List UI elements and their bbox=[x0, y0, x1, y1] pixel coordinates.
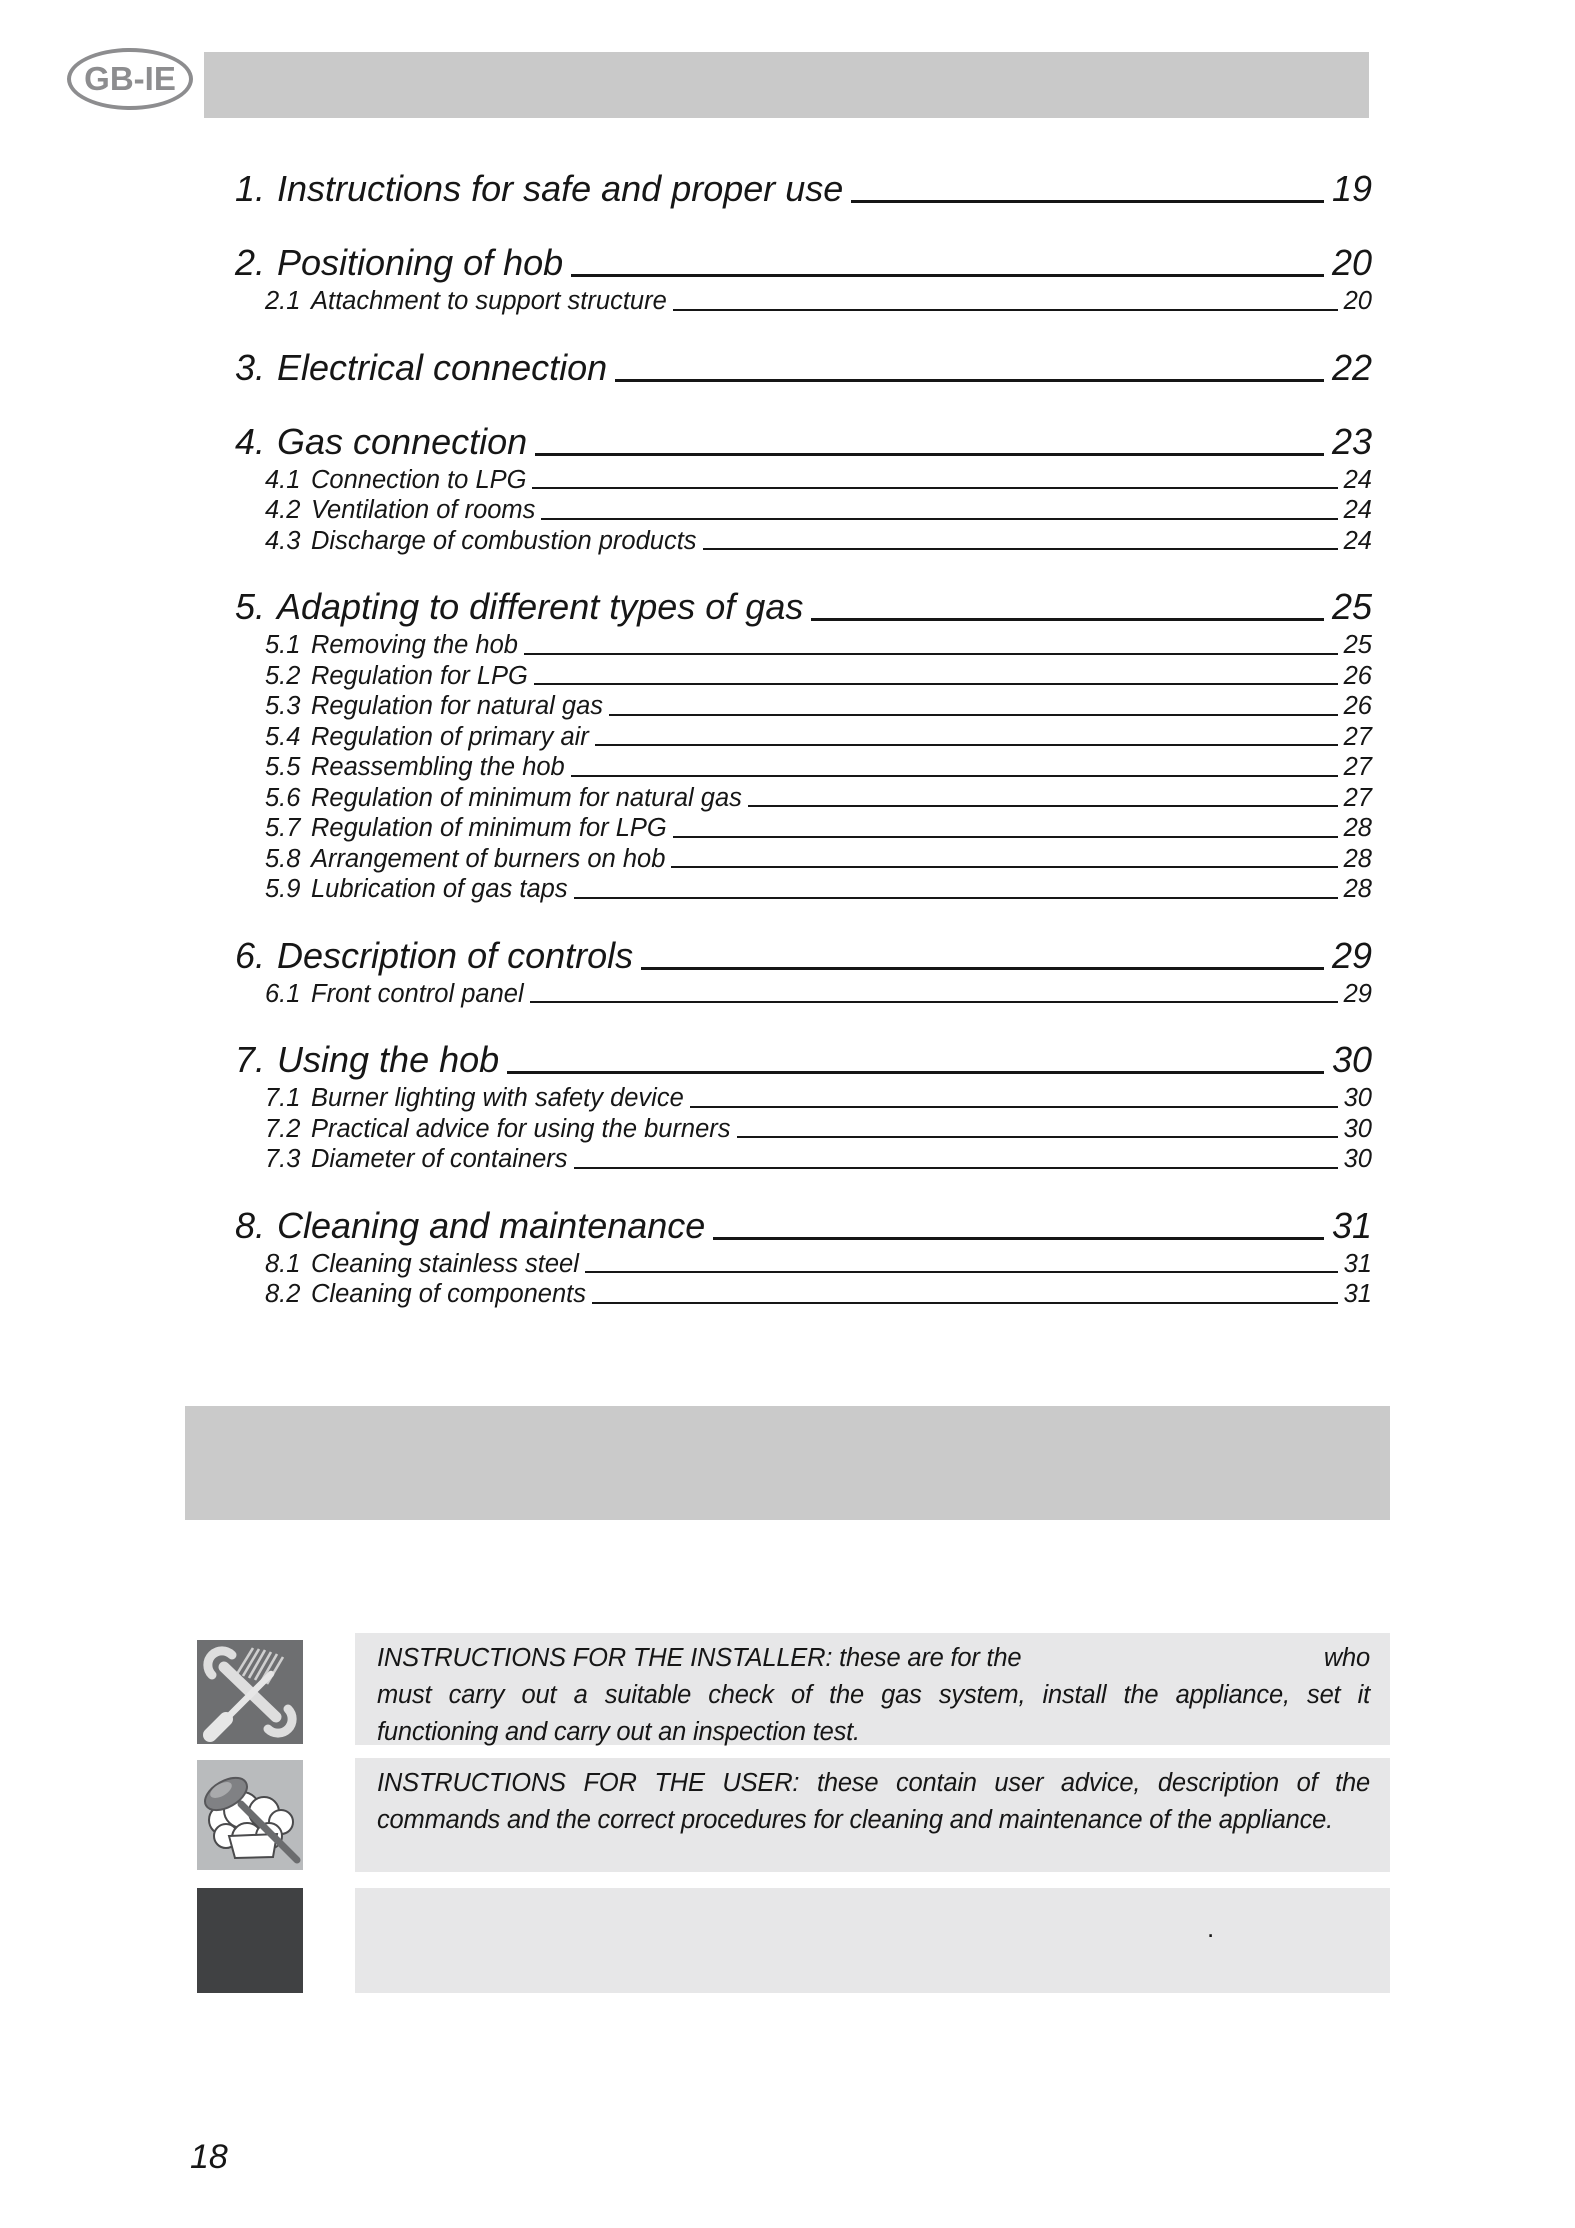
toc-leader-line bbox=[524, 653, 1338, 655]
toc-item-number: 5.9 bbox=[265, 875, 301, 903]
toc-main-item bbox=[235, 240, 1372, 286]
toc-page-number: 28 bbox=[1343, 814, 1372, 842]
table-of-contents bbox=[235, 166, 1372, 1310]
toc-item-title: Instructions for safe and proper use bbox=[277, 168, 844, 209]
toc-sub-item bbox=[235, 691, 1372, 722]
toc-page-number: 27 bbox=[1343, 783, 1372, 812]
toc-item-number: 7. bbox=[235, 1039, 266, 1080]
toc-item-title: Regulation of minimum for natural gas bbox=[311, 783, 742, 812]
toc-leader-line bbox=[530, 1001, 1338, 1003]
toc-sub-item bbox=[235, 874, 1372, 905]
toc-leader-line bbox=[748, 805, 1338, 807]
toc-item-number: 2. bbox=[235, 242, 266, 283]
toc-leader-line bbox=[507, 1071, 1324, 1074]
page-number: 18 bbox=[190, 2138, 228, 2176]
toc-sub-item bbox=[235, 495, 1372, 526]
toc-page-number: 30 bbox=[1343, 1145, 1372, 1173]
header-gray-bar bbox=[204, 52, 1369, 118]
toc-item-number: 5.2 bbox=[265, 661, 301, 690]
toc-item-number: 3. bbox=[235, 346, 266, 388]
toc-leader-line bbox=[713, 1237, 1324, 1240]
installer-note-line3: functioning and carry out an inspection test. bbox=[377, 1718, 860, 1746]
toc-page-number: 31 bbox=[1331, 1204, 1372, 1246]
toc-page-number: 24 bbox=[1343, 496, 1372, 524]
toc-main-item bbox=[235, 584, 1372, 630]
toc-item-number: 6.1 bbox=[265, 979, 301, 1008]
toc-leader-line bbox=[592, 1302, 1338, 1304]
toc-leader-line bbox=[574, 1167, 1338, 1169]
toc-item-title: Front control panel bbox=[311, 979, 524, 1008]
toc-leader-line bbox=[595, 744, 1338, 746]
toc-sub-item bbox=[235, 813, 1372, 844]
toc-leader-line bbox=[571, 274, 1324, 277]
toc-item-number: 5.3 bbox=[265, 692, 301, 720]
toc-page-number: 23 bbox=[1331, 420, 1372, 462]
toc-leader-line bbox=[541, 518, 1337, 520]
toc-item-title: Arrangement of burners on hob bbox=[311, 844, 666, 873]
country-code-badge bbox=[67, 48, 193, 110]
toc-item-number: 4. bbox=[235, 420, 266, 462]
toc-leader-line bbox=[690, 1106, 1338, 1108]
toc-item-title: Using the hob bbox=[277, 1039, 500, 1080]
toc-page-number: 30 bbox=[1343, 1084, 1372, 1112]
toc-item-number: 5. bbox=[235, 586, 266, 627]
toc-item-number: 5.8 bbox=[265, 844, 301, 873]
toc-leader-line bbox=[703, 548, 1338, 550]
toc-item-title: Gas connection bbox=[277, 420, 528, 462]
toc-item-number: 2.1 bbox=[265, 287, 301, 315]
toc-item-title: Cleaning of components bbox=[311, 1280, 587, 1308]
toc-item-number: 4.1 bbox=[265, 465, 301, 494]
toc-sub-item bbox=[235, 526, 1372, 557]
toc-leader-line bbox=[534, 683, 1338, 685]
toc-sub-item bbox=[235, 630, 1372, 661]
toc-sub-item bbox=[235, 979, 1372, 1010]
toc-item-title: Cleaning stainless steel bbox=[311, 1249, 579, 1278]
toc-item-title: Practical advice for using the burners bbox=[311, 1114, 731, 1143]
toc-item-number: 1. bbox=[235, 168, 266, 209]
toc-item-title: Regulation of minimum for LPG bbox=[311, 814, 667, 842]
installer-note-line2: must carry out a suitable check of the gas system, install the appliance, set it bbox=[377, 1681, 1370, 1709]
toc-leader-line bbox=[615, 379, 1324, 382]
toc-leader-line bbox=[737, 1136, 1338, 1138]
toc-leader-line bbox=[641, 967, 1324, 970]
toc-main-item bbox=[235, 1037, 1372, 1083]
toc-leader-line bbox=[671, 866, 1337, 868]
spoon-icon bbox=[197, 1760, 303, 1870]
toc-item-title: Regulation for natural gas bbox=[311, 692, 604, 720]
toc-item-title: Cleaning and maintenance bbox=[277, 1204, 706, 1246]
toc-item-title: Regulation for LPG bbox=[311, 661, 528, 690]
toc-item-title: Attachment to support structure bbox=[311, 287, 667, 315]
toc-sub-item bbox=[235, 722, 1372, 753]
section-divider-gray-band bbox=[185, 1406, 1390, 1520]
toc-page-number: 27 bbox=[1343, 722, 1372, 751]
toc-sub-item bbox=[235, 1144, 1372, 1175]
toc-page-number: 25 bbox=[1331, 586, 1372, 627]
toc-leader-line bbox=[851, 200, 1324, 203]
toc-sub-item bbox=[235, 1249, 1372, 1280]
toc-page-number: 24 bbox=[1343, 465, 1372, 494]
toc-item-number: 7.1 bbox=[265, 1084, 301, 1112]
installer-note-line1-right: who bbox=[1323, 1644, 1370, 1672]
toc-page-number: 24 bbox=[1343, 526, 1372, 555]
toc-page-number: 25 bbox=[1343, 631, 1372, 659]
toc-item-title: Description of controls bbox=[277, 934, 634, 976]
toc-item-title: Discharge of combustion products bbox=[311, 526, 697, 555]
toc-sub-item bbox=[235, 286, 1372, 317]
toc-sub-item bbox=[235, 752, 1372, 783]
toc-item-number: 4.2 bbox=[265, 496, 301, 524]
toc-item-number: 5.7 bbox=[265, 814, 301, 842]
toc-page-number: 31 bbox=[1343, 1249, 1372, 1278]
toc-item-number: 8.2 bbox=[265, 1280, 301, 1308]
toc-main-item bbox=[235, 345, 1372, 391]
toc-leader-line bbox=[673, 309, 1338, 311]
toc-item-number: 5.5 bbox=[265, 753, 301, 781]
toc-item-title: Removing the hob bbox=[311, 631, 518, 659]
toc-page-number: 31 bbox=[1343, 1280, 1372, 1308]
installer-note-line1 bbox=[377, 1640, 1370, 1677]
toc-page-number: 22 bbox=[1331, 346, 1372, 388]
toc-page-number: 30 bbox=[1343, 1114, 1372, 1143]
toc-leader-line bbox=[811, 618, 1324, 621]
user-note bbox=[355, 1758, 1390, 1872]
tools-icon bbox=[197, 1640, 303, 1744]
toc-item-title: Electrical connection bbox=[277, 346, 608, 388]
toc-item-number: 5.4 bbox=[265, 722, 301, 751]
toc-item-number: 5.6 bbox=[265, 783, 301, 812]
toc-item-title: Reassembling the hob bbox=[311, 753, 565, 781]
toc-sub-item bbox=[235, 783, 1372, 814]
toc-sub-item bbox=[235, 844, 1372, 875]
toc-leader-line bbox=[532, 487, 1337, 489]
installer-note-line1-left: INSTRUCTIONS FOR THE INSTALLER: these are for the bbox=[377, 1644, 1022, 1672]
toc-item-number: 8. bbox=[235, 1204, 266, 1246]
toc-item-number: 7.3 bbox=[265, 1145, 301, 1173]
toc-item-title: Diameter of containers bbox=[311, 1145, 568, 1173]
toc-item-title: Connection to LPG bbox=[311, 465, 527, 494]
toc-sub-item bbox=[235, 661, 1372, 692]
toc-item-title: Burner lighting with safety device bbox=[311, 1084, 684, 1112]
toc-item-number: 4.3 bbox=[265, 526, 301, 555]
toc-page-number: 27 bbox=[1343, 753, 1372, 781]
toc-page-number: 20 bbox=[1343, 287, 1372, 315]
toc-item-title: Regulation of primary air bbox=[311, 722, 589, 751]
toc-leader-line bbox=[673, 836, 1338, 838]
toc-sub-item bbox=[235, 1279, 1372, 1310]
toc-item-title: Lubrication of gas taps bbox=[311, 875, 568, 903]
toc-leader-line bbox=[585, 1271, 1338, 1273]
toc-main-item bbox=[235, 419, 1372, 465]
toc-page-number: 29 bbox=[1343, 979, 1372, 1008]
toc-sub-item bbox=[235, 1083, 1372, 1114]
toc-page-number: 20 bbox=[1331, 242, 1372, 283]
toc-page-number: 19 bbox=[1331, 168, 1372, 209]
toc-leader-line bbox=[609, 714, 1338, 716]
toc-leader-line bbox=[574, 897, 1338, 899]
toc-leader-line bbox=[535, 453, 1324, 456]
toc-page-number: 28 bbox=[1343, 875, 1372, 903]
toc-main-item bbox=[235, 1203, 1372, 1249]
blank-dark-panel-icon bbox=[197, 1888, 303, 1993]
toc-item-number: 8.1 bbox=[265, 1249, 301, 1278]
toc-page-number: 26 bbox=[1343, 661, 1372, 690]
user-note-line1: INSTRUCTIONS FOR THE USER: these contain user advice, description of the bbox=[377, 1769, 1370, 1797]
toc-page-number: 26 bbox=[1343, 692, 1372, 720]
toc-item-number: 7.2 bbox=[265, 1114, 301, 1143]
toc-item-title: Adapting to different types of gas bbox=[277, 586, 804, 627]
installer-note bbox=[355, 1633, 1390, 1745]
user-note-line2: commands and the correct procedures for cleaning and maintenance of the appliance. bbox=[377, 1806, 1334, 1834]
toc-item-number: 6. bbox=[235, 934, 266, 976]
country-code-label: GB-IE bbox=[84, 60, 176, 97]
toc-item-number: 5.1 bbox=[265, 631, 301, 659]
stray-period-mark: . bbox=[1207, 1913, 1215, 1943]
toc-sub-item bbox=[235, 465, 1372, 496]
toc-item-title: Positioning of hob bbox=[277, 242, 564, 283]
toc-sub-item bbox=[235, 1114, 1372, 1145]
empty-note bbox=[355, 1888, 1390, 1993]
toc-page-number: 30 bbox=[1331, 1039, 1372, 1080]
toc-page-number: 29 bbox=[1331, 934, 1372, 976]
toc-leader-line bbox=[571, 775, 1338, 777]
toc-main-item bbox=[235, 166, 1372, 212]
toc-main-item bbox=[235, 933, 1372, 979]
toc-page-number: 28 bbox=[1343, 844, 1372, 873]
toc-item-title: Ventilation of rooms bbox=[311, 496, 536, 524]
